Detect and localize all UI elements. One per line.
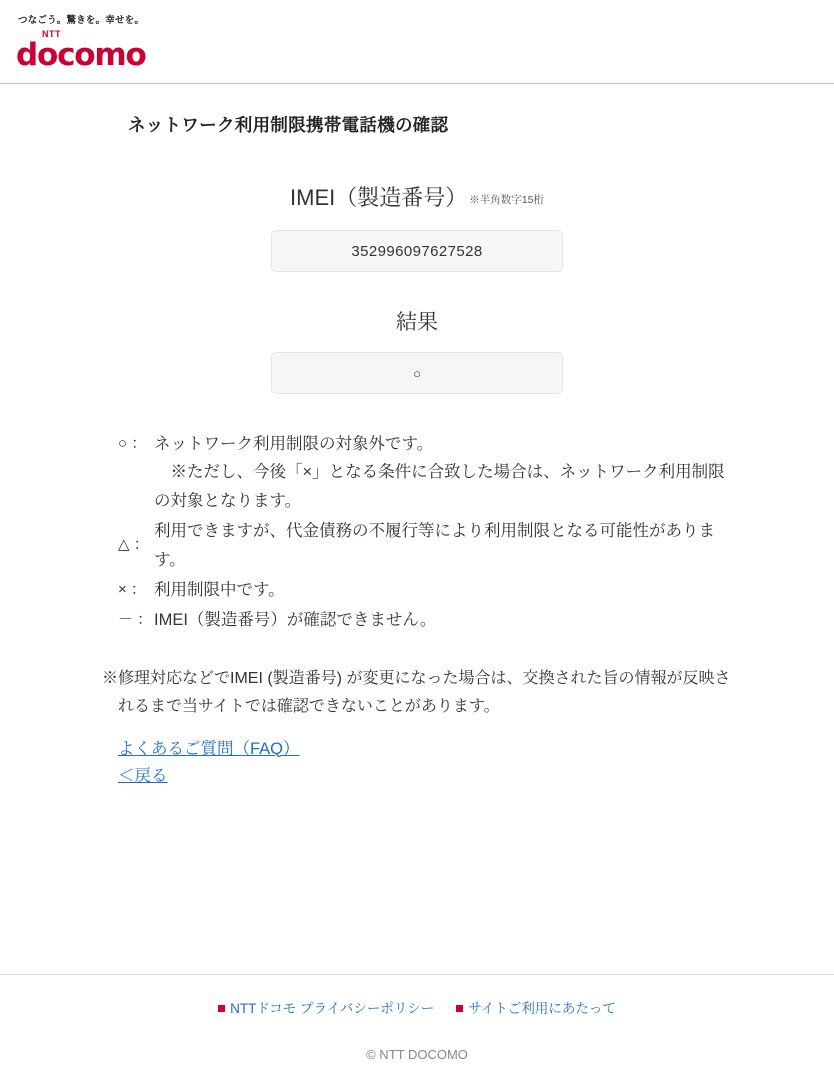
repair-footnote: ※修理対応などでIMEI (製造番号) が変更になった場合は、交換された旨の情報が反映されるまで当サイトでは確認できないことがあります。 bbox=[102, 669, 731, 716]
back-link[interactable]: ＜戻る bbox=[118, 766, 168, 785]
legend-item bbox=[118, 430, 734, 515]
legend-item bbox=[118, 576, 734, 604]
legend-text bbox=[154, 606, 436, 634]
footer-privacy-item[interactable] bbox=[218, 997, 434, 1017]
footer-links bbox=[0, 997, 834, 1017]
legend-list bbox=[0, 430, 834, 635]
legend-item bbox=[118, 606, 734, 634]
legend-main-text: ネットワーク利用制限の対象外です。 bbox=[154, 435, 434, 453]
result-value-box bbox=[271, 352, 563, 394]
legend-symbol: － ： bbox=[118, 611, 153, 629]
result-label: 結果 bbox=[396, 311, 438, 334]
legend-main-text: 利用制限中です。 bbox=[154, 580, 285, 599]
imei-value-box bbox=[271, 230, 563, 272]
docomo-wordmark: docomo bbox=[16, 37, 146, 73]
legend-symbol: △ ： bbox=[118, 536, 149, 554]
page-title: ネットワーク利用制限携帯電話機の確認 bbox=[128, 115, 449, 135]
legend-main-text: 利用できますが、代金債務の不履行等により利用制限となる可能性があります。 bbox=[154, 522, 715, 569]
site-terms-link[interactable]: サイトご利用にあたって bbox=[468, 1001, 616, 1016]
result-value: ○ bbox=[413, 365, 421, 381]
page-links bbox=[0, 736, 834, 790]
main-content bbox=[0, 84, 834, 974]
footer-terms-item[interactable] bbox=[456, 997, 616, 1017]
brand-tagline: つなごう。驚きを。幸せを。 bbox=[18, 15, 145, 26]
imei-value: 352996097627528 bbox=[351, 242, 483, 260]
legend-text bbox=[154, 517, 734, 574]
legend-main-text: IMEI（製造番号）が確認できません。 bbox=[154, 611, 437, 630]
site-footer bbox=[0, 974, 834, 1080]
imei-label-text: IMEI（製造番号） bbox=[290, 185, 468, 210]
legend-symbol: × ： bbox=[118, 580, 146, 598]
faq-link[interactable]: よくあるご質問（FAQ） bbox=[118, 739, 300, 758]
copyright-text: © NTT DOCOMO bbox=[366, 1047, 468, 1062]
square-bullet-icon bbox=[218, 1005, 225, 1012]
legend-sub-text: ※ただし、今後「×」となる条件に合致した場合は、ネットワーク利用制限の対象となります。 bbox=[154, 463, 725, 510]
privacy-policy-link[interactable]: NTTドコモ プライバシーポリシー bbox=[230, 1001, 435, 1016]
imei-label-note: ※半角数字15桁 bbox=[469, 194, 544, 206]
legend-text bbox=[154, 430, 734, 515]
imei-label bbox=[0, 181, 834, 212]
square-bullet-icon bbox=[456, 1005, 463, 1012]
logo-block bbox=[16, 30, 146, 71]
ntt-wordmark: NTT bbox=[42, 29, 61, 39]
docomo-logo[interactable] bbox=[16, 30, 818, 71]
legend-item bbox=[118, 517, 734, 574]
site-header bbox=[0, 0, 834, 84]
legend-text bbox=[154, 576, 285, 604]
legend-symbol: ○ ： bbox=[118, 435, 147, 452]
